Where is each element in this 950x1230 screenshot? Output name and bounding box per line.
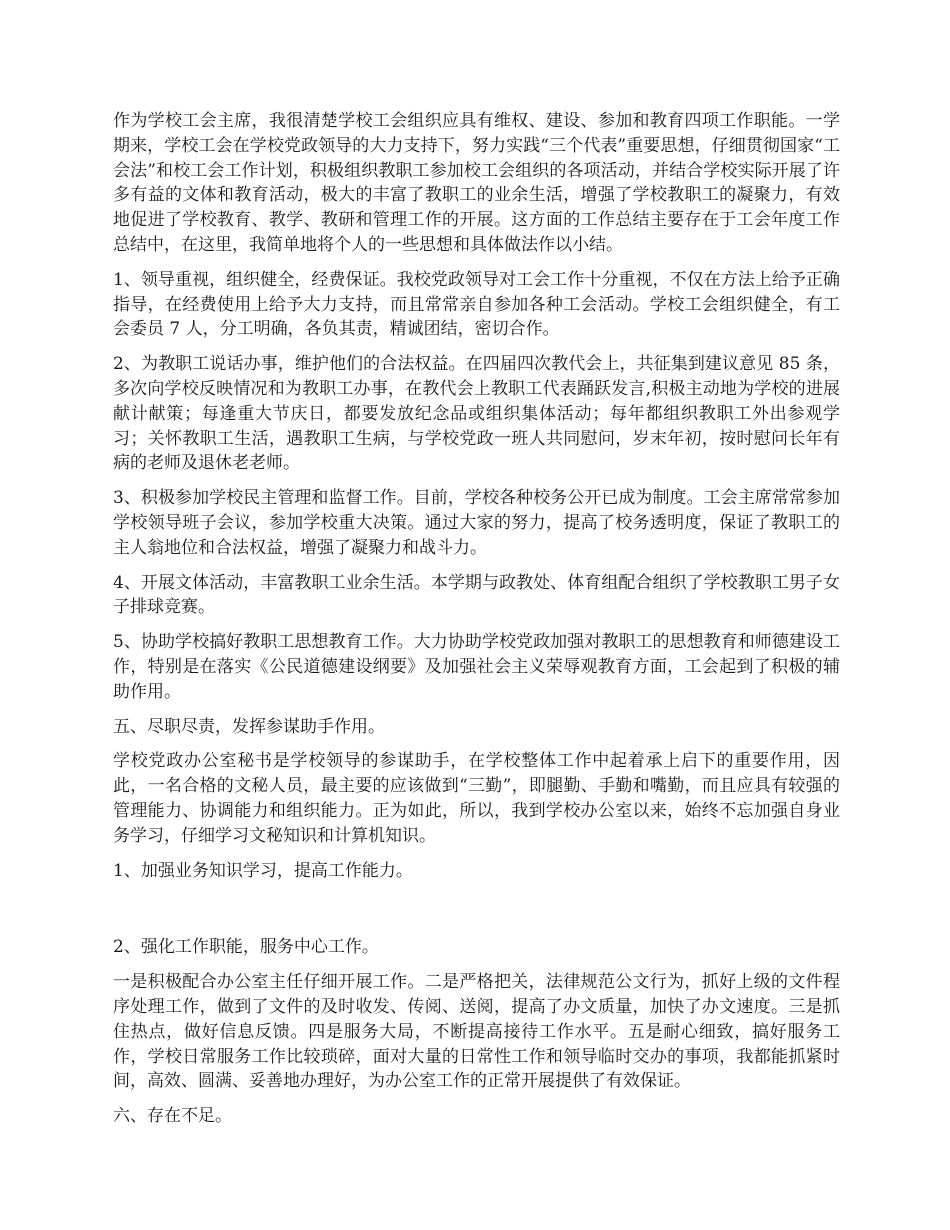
section-heading-5: 五、尽职尽责，发挥参谋助手作用。 <box>113 716 385 737</box>
paragraph-item-1-leadership: 1、领导重视，组织健全，经费保证。我校党政领导对工会工作十分重视，不仅在方法上给予正确指导，在经费使用上给予大力支持，而且常常亲自参加各种工会活动。学校工会组织健全，有工会委员 7 人，分工明确，各负其责，精诚团结，密切合作。 <box>113 269 840 340</box>
paragraph-item-3-management: 3、积极参加学校民主管理和监督工作。目前，学校各种校务公开已成为制度。工会主席常常参加学校领导班子会议，参加学校重大决策。通过大家的努力，提高了校务透明度，保证了教职工的主人翁地位和合法权益，增强了凝聚力和战斗力。 <box>113 488 840 558</box>
section-heading-6: 六、存在不足。 <box>113 1106 232 1127</box>
paragraph-work-details: 一是积极配合办公室主任仔细开展工作。二是严格把关，法律规范公文行为，抓好上级的文件程序处理工作，做到了文件的及时收发、传阅、送阅，提高了办文质量，加快了办文速度。三是抓住热点，做好信息反馈。四是服务大局，不断提高接待工作水平。五是耐心细致，搞好服务工作，学校日常服务工作比较琐碎，面对大量的日常性工作和领导临时交办的事项，我都能抓紧时间，高效、圆满、妥善地办理好，为办公室工作的正常开展提供了有效保证。 <box>113 972 840 1092</box>
paragraph-item-4-activities: 4、开展文体活动，丰富教职工业余生活。本学期与政教处、体育组配合组织了学校教职工男子女子排球竞赛。 <box>113 572 840 618</box>
paragraph-secretary-role: 学校党政办公室秘书是学校领导的参谋助手，在学校整体工作中起着承上启下的重要作用，因此，一名合格的文秘人员，最主要的应该做到“三勤”，即腿勤、手勤和嘴勤，而且应具有较强的管理能力、协调能力和组织能力。正为如此，所以，我到学校办公室以来，始终不忘加强自身业务学习，仔细学习文秘知识和计算机知识。 <box>113 751 840 846</box>
paragraph-sub-2-duties: 2、强化工作职能，服务中心工作。 <box>113 937 379 958</box>
paragraph-item-2-rights: 2、为教职工说话办事，维护他们的合法权益。在四届四次教代会上，共征集到建议意见 85 条，多次向学校反映情况和为教职工办事，在教代会上教职工代表踊跃发言,积极主动地为学校的进展献计献策；每逢重大节庆日，都要发放纪念品或组织集体活动；每年都组织教职工外出参观学习；关怀教职工生活，遇教职工生病，与学校党政一班人共同慰问，岁末年初，按时慰问长年有病的老师及退休老老师。 <box>113 354 840 474</box>
paragraph-intro: 作为学校工会主席，我很清楚学校工会组织应具有维权、建设、参加和教育四项工作职能。一学期来，学校工会在学校党政领导的大力支持下，努力实践“三个代表”重要思想，仔细贯彻国家“工会法”和校工会工作计划，积极组织教职工参加校工会组织的各项活动，并结合学校实际开展了许多有益的文体和教育活动，极大的丰富了教职工的业余生活，增强了学校教职工的凝聚力，有效地促进了学校教育、教学、教研和管理工作的开展。这方面的工作总结主要存在于工会年度工作总结中，在这里，我简单地将个人的一些思想和具体做法作以小结。 <box>113 111 840 255</box>
paragraph-item-5-education: 5、协助学校搞好教职工思想教育工作。大力协助学校党政加强对教职工的思想教育和师德建设工作，特别是在落实《公民道德建设纲要》及加强社会主义荣辱观教育方面，工会起到了积极的辅助作用。 <box>113 632 840 702</box>
paragraph-sub-1-study: 1、加强业务知识学习，提高工作能力。 <box>113 860 413 881</box>
